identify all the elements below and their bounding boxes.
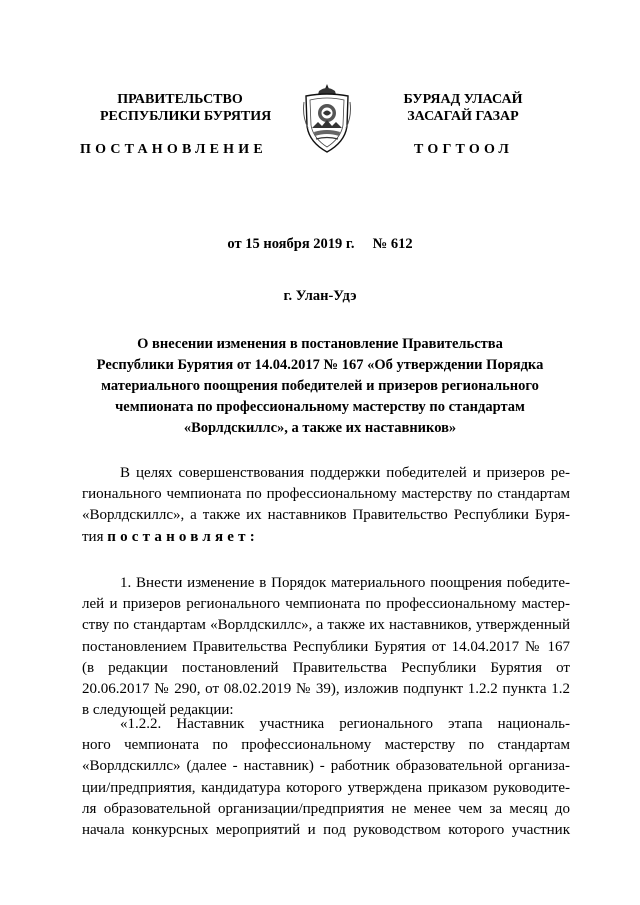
- subclause-paragraph: [82, 714, 570, 841]
- text-line: ции/предприятия, кандидатура которого утверждена приказом руководите-: [82, 779, 570, 796]
- text-line: постановлением Правительства Республики Бурятия от 14.04.2017 № 167: [82, 638, 570, 655]
- text-line: ного чемпионата по профессиональному мастерству по стандартам: [82, 737, 570, 754]
- title-line: О внесении изменения в постановление Правительства: [137, 336, 503, 352]
- title-line: чемпионата по профессиональному мастерству по стандартам: [115, 399, 525, 415]
- text-line: «Ворлдскиллс» (далее - наставник) - работник образовательной организа-: [82, 758, 570, 775]
- text-line: 1. Внести изменение в Порядок материального поощрения победите-: [120, 575, 570, 591]
- text-line: [82, 527, 570, 548]
- text-line: «Ворлдскиллс», а также их наставников Правительство Республики Буря-: [82, 507, 570, 524]
- title-line: материального поощрения победителей и призеров регионального: [101, 378, 539, 394]
- coat-of-arms-icon: [300, 82, 354, 154]
- document-date-number: от 15 ноября 2019 г. № 612: [227, 236, 413, 252]
- text-line: гионального чемпионата по профессиональному мастерству по стандартам: [82, 486, 570, 503]
- header-left-line1: ПРАВИТЕЛЬСТВО: [117, 92, 243, 107]
- header-left: [100, 91, 272, 125]
- title-line: «Ворлдскиллс», а также их наставников»: [183, 420, 457, 436]
- text-line: ля образовательной организации/предприятия не менее чем за месяц до: [82, 800, 570, 817]
- document-title: [60, 334, 580, 439]
- clause-1-paragraph: [82, 573, 570, 721]
- text-fragment: тия: [82, 528, 108, 545]
- header-right-line2: ЗАСАГАЙ ГАЗАР: [407, 109, 519, 124]
- title-line: Республики Бурятия от 14.04.2017 № 167 «Об утверждении Порядка: [96, 357, 544, 373]
- text-line: (в редакции постановлений Правительства Республики Бурятия от: [82, 659, 570, 676]
- text-line: В целях совершенствования поддержки победителей и призеров ре-: [120, 465, 570, 481]
- text-line: 20.06.2017 № 290, от 08.02.2019 № 39), изложив подпункт 1.2.2 пункта 1.2: [82, 681, 570, 698]
- header-right: [383, 91, 543, 125]
- text-line: «1.2.2. Наставник участника регионального этапа националь-: [120, 716, 570, 732]
- text-line: лей и призеров регионального чемпионата по профессиональному мастер-: [82, 596, 570, 613]
- preamble-paragraph: [82, 463, 570, 548]
- text-line: в следующей редакции:: [82, 702, 234, 719]
- text-line: начала конкурсных мероприятий и под руководством которого участник: [82, 822, 570, 839]
- header-left-line2: РЕСПУБЛИКИ БУРЯТИЯ: [100, 109, 272, 124]
- doc-type-left: ПОСТАНОВЛЕНИЕ: [80, 142, 267, 157]
- resolves-keyword: постановляет:: [107, 528, 259, 545]
- header-right-line1: БУРЯАД УЛАСАЙ: [403, 92, 523, 107]
- document-city: г. Улан-Удэ: [283, 288, 357, 304]
- doc-type-right: ТОГТООЛ: [414, 142, 514, 157]
- text-line: ству по стандартам «Ворлдскиллс», а также их наставников, утвержденный: [82, 617, 570, 634]
